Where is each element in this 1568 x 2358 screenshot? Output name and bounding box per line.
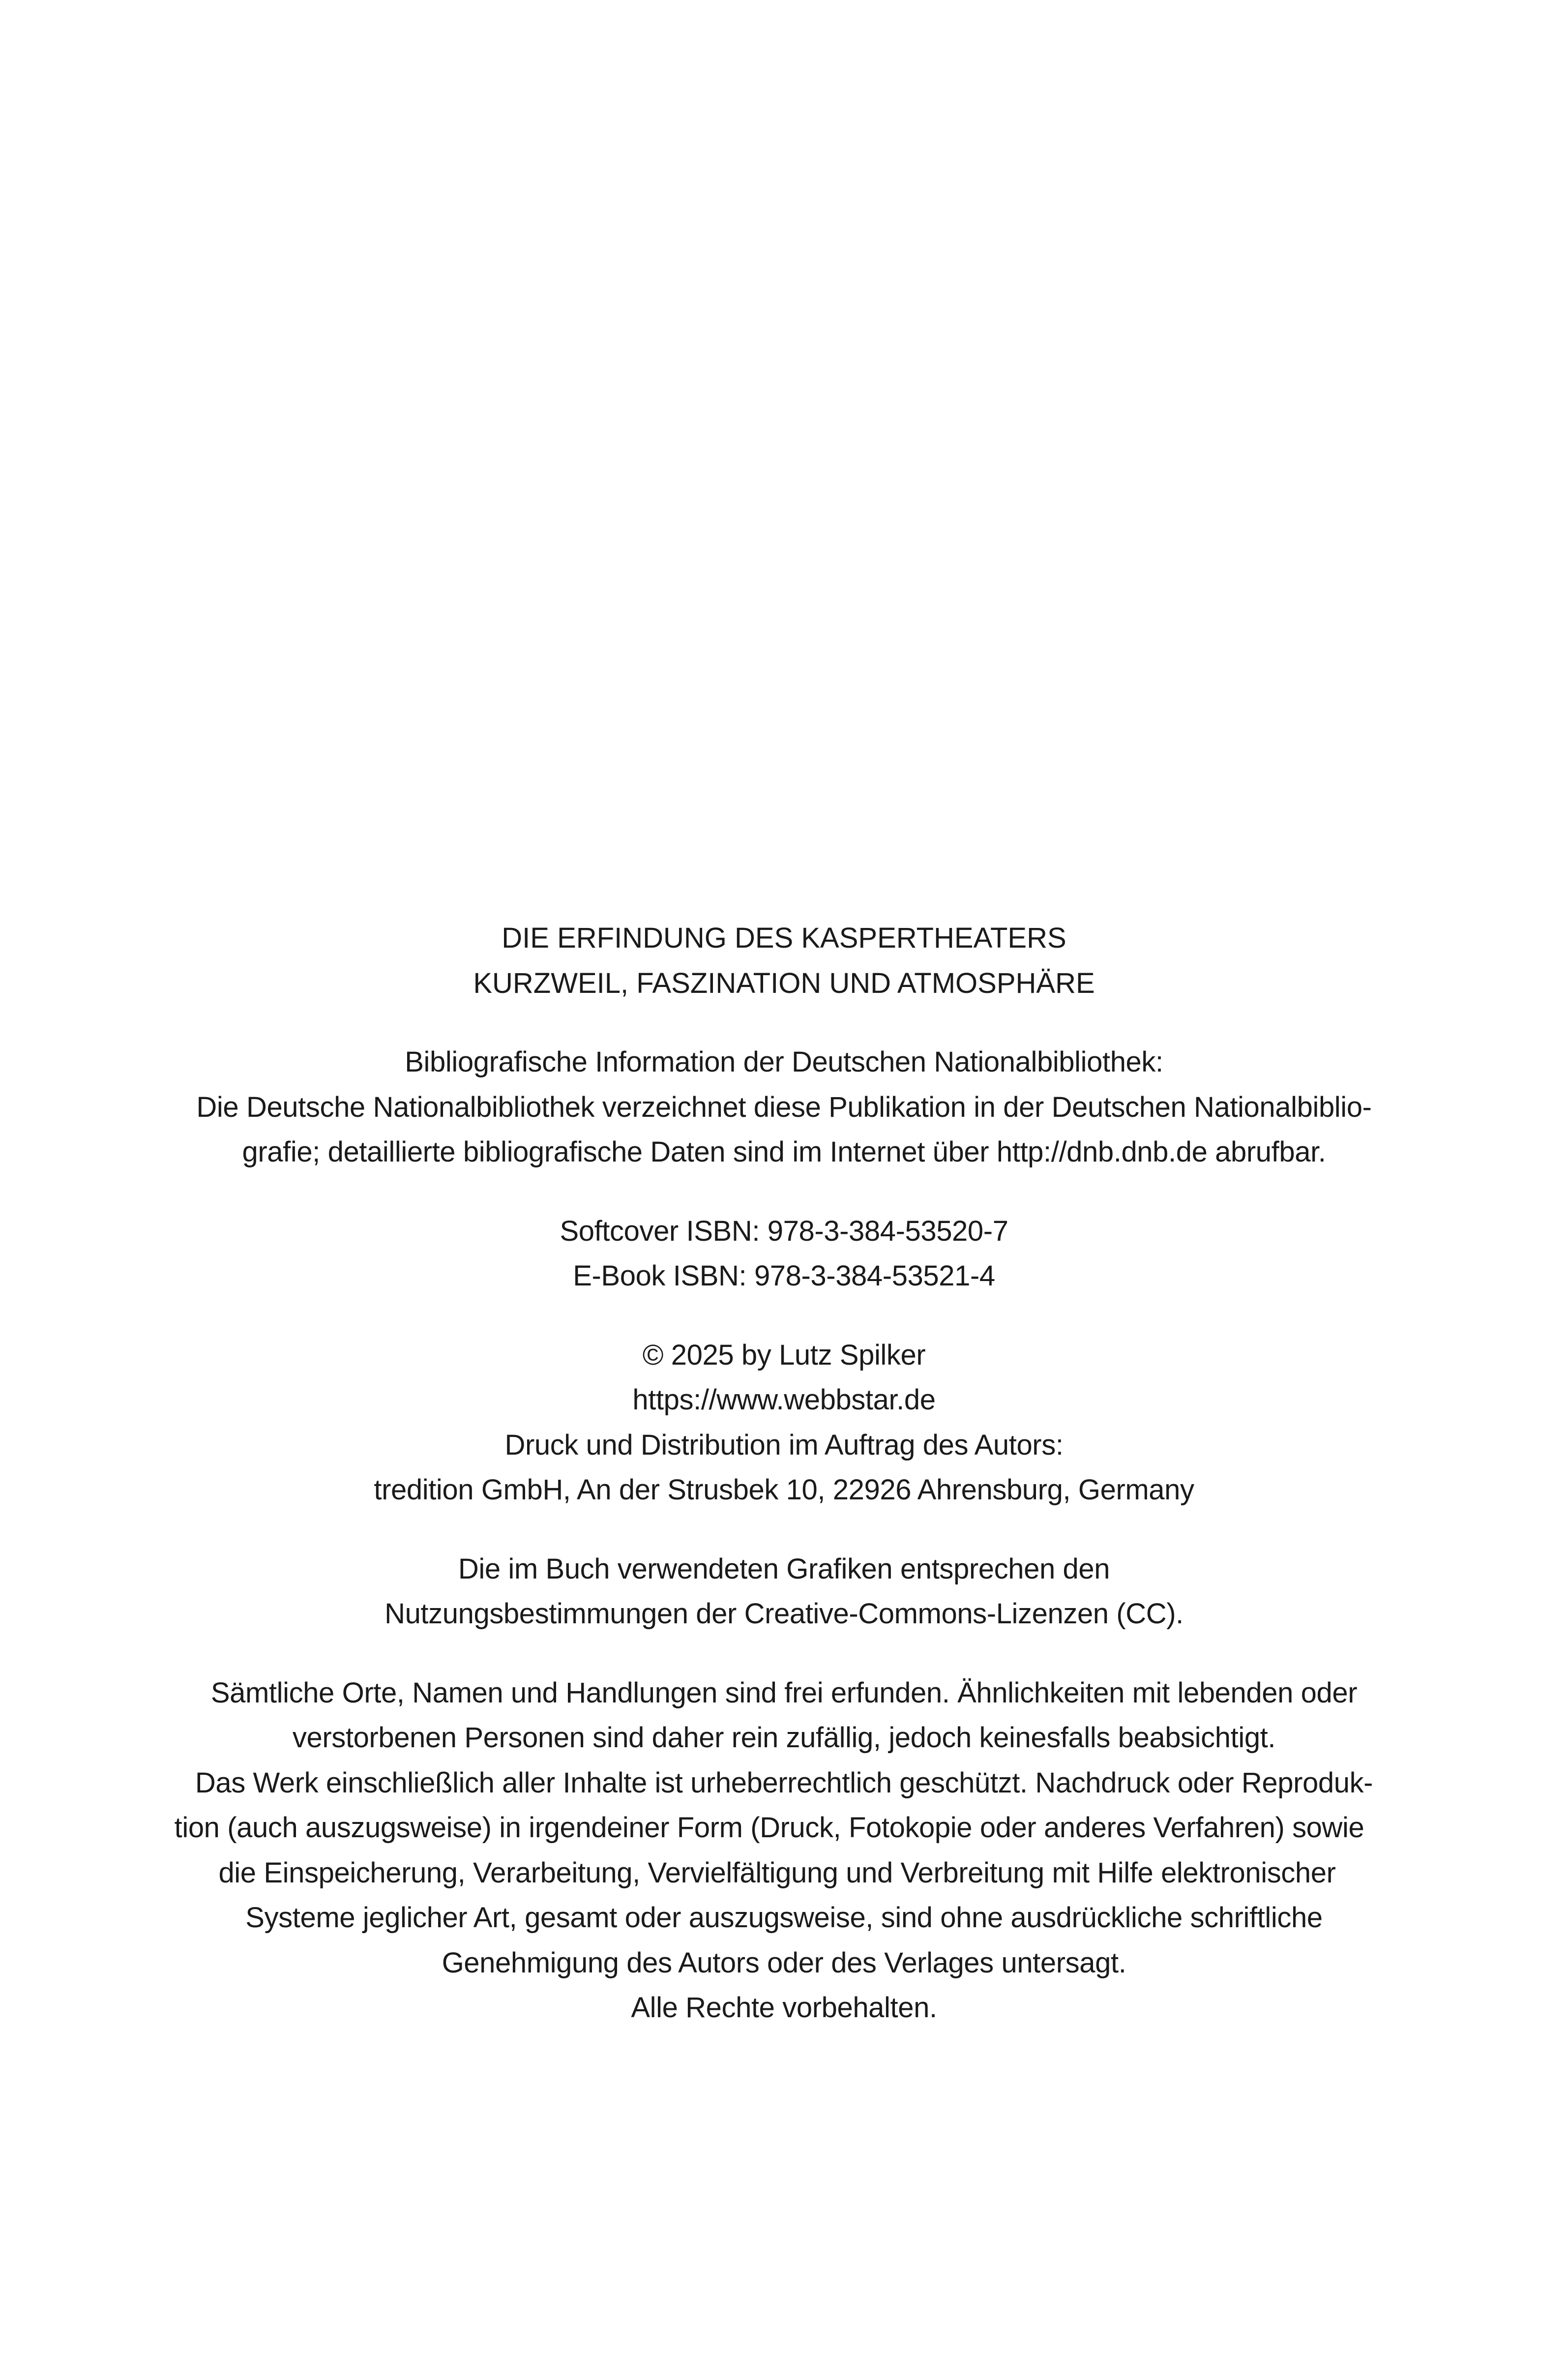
graphics-license-line-1: Die im Buch verwendeten Grafiken entsprechen den [458, 1552, 1110, 1585]
spacer [0, 1299, 1568, 1333]
legal-line: tion (auch auszugsweise) in irgendeiner Form (Druck, Fotokopie oder anderes Verfahren) sowie [174, 1812, 1364, 1844]
bibliographic-information [0, 1040, 1568, 1175]
copyright-line: © 2025 by Lutz Spilker [642, 1339, 926, 1371]
graphics-license-block [0, 1547, 1568, 1637]
legal-line: Systeme jeglicher Art, gesamt oder auszugsweise, sind ohne ausdrückliche schriftliche [245, 1902, 1323, 1934]
spacer [0, 1175, 1568, 1209]
website-url: https://www.webbstar.de [632, 1384, 936, 1416]
bibliographic-heading: Bibliografische Information der Deutschen Nationalbibliothek: [405, 1046, 1163, 1078]
legal-notice-block [0, 1671, 1568, 2030]
ebook-isbn: E-Book ISBN: 978-3-384-53521-4 [573, 1260, 995, 1292]
spacer [0, 1513, 1568, 1547]
print-distribution-note: Druck und Distribution im Auftrag des Autors: [504, 1429, 1064, 1461]
isbn-block [0, 1209, 1568, 1299]
imprint-text-block [0, 916, 1568, 2030]
legal-line: Genehmigung des Autors oder des Verlages untersagt. [442, 1946, 1126, 1979]
spacer [0, 1006, 1568, 1040]
spacer [0, 1637, 1568, 1671]
graphics-license-line-2: Nutzungsbestimmungen der Creative-Commons-Lizenzen (CC). [385, 1598, 1183, 1630]
softcover-isbn: Softcover ISBN: 978-3-384-53520-7 [560, 1215, 1008, 1247]
publisher-block [0, 1333, 1568, 1513]
legal-line: Sämtliche Orte, Namen und Handlungen sind frei erfunden. Ähnlichkeiten mit lebenden oder [210, 1676, 1358, 1709]
bibliographic-line-2: grafie; detaillierte bibliografische Daten sind im Internet über http://dnb.dnb.de abrufbar. [242, 1136, 1326, 1168]
legal-line: die Einspeicherung, Verarbeitung, Vervielfältigung und Verbreitung mit Hilfe elektronischer [218, 1856, 1336, 1889]
publisher-address: tredition GmbH, An der Strusbek 10, 22926 Ahrensburg, Germany [374, 1474, 1194, 1506]
rights-reserved: Alle Rechte vorbehalten. [631, 1992, 937, 2024]
book-subtitle: KURZWEIL, FASZINATION UND ATMOSPHÄRE [473, 967, 1095, 999]
book-title: DIE ERFINDUNG DES KASPERTHEATERS [502, 922, 1066, 954]
legal-line: verstorbenen Personen sind daher rein zufällig, jedoch keinesfalls beabsichtigt. [292, 1722, 1276, 1754]
title-block [0, 916, 1568, 1006]
legal-line: Das Werk einschließlich aller Inhalte ist urheberrechtlich geschützt. Nachdruck oder Reproduk- [195, 1766, 1373, 1799]
bibliographic-line-1: Die Deutsche Nationalbibliothek verzeichnet diese Publikation in der Deutschen Nationalbiblio- [196, 1091, 1372, 1123]
